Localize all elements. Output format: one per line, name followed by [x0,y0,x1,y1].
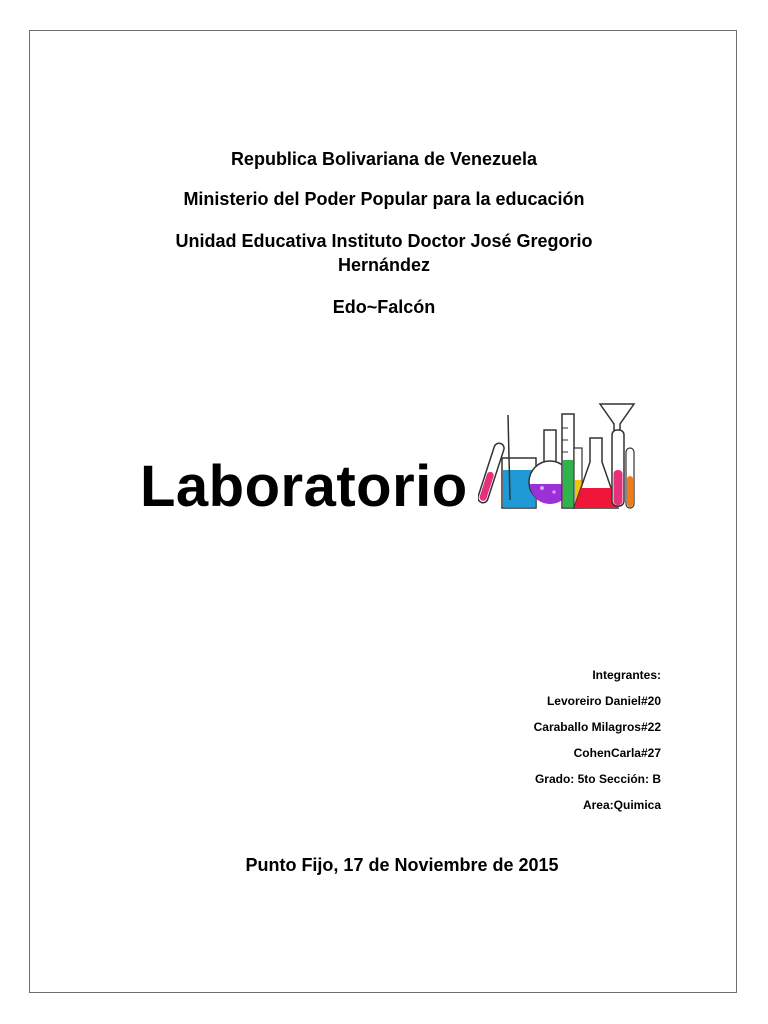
member-item: Levoreiro Daniel#20 [546,694,661,708]
header-republic: Republica Bolivariana de Venezuela [230,149,538,169]
subject-area: Area:Quimica [582,798,661,812]
members-block [534,666,661,822]
header-school-line2: Hernández [337,255,431,275]
header-state: Edo~Falcón [332,297,436,317]
place-date: Punto Fijo, 17 de Noviembre de 2015 [245,855,559,875]
lab-glassware-icon [478,400,643,512]
header-school-line1: Unidad Educativa Instituto Doctor José Gregorio [175,231,593,251]
orange-tube-icon [626,448,634,508]
graduated-cylinder-icon [562,414,574,508]
document-title: Laboratorio [140,454,468,519]
test-tube-icon [478,442,505,504]
members-heading: Integrantes: [592,668,661,682]
member-item: Caraballo Milagros#22 [533,720,661,734]
member-item: CohenCarla#27 [573,746,661,760]
header-ministry: Ministerio del Poder Popular para la educación [183,189,585,209]
beaker-icon [502,415,536,508]
header-school [0,229,768,277]
grade-section: Grado: 5to Sección: B [534,772,661,786]
